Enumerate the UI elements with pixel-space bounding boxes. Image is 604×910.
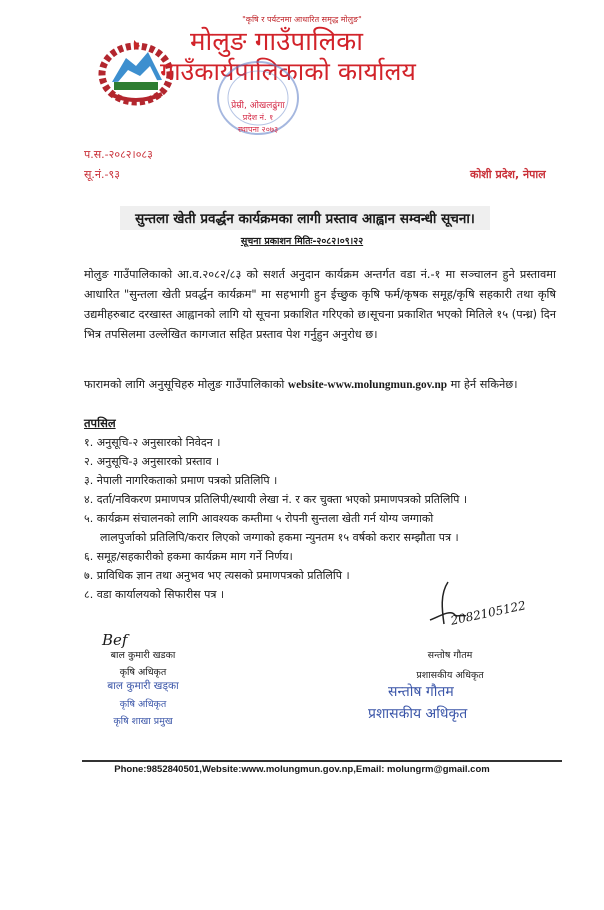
stamp-left-office: कृषि शाखा प्रमुख bbox=[113, 716, 173, 727]
province-label: कोशी प्रदेश, नेपाल bbox=[470, 168, 546, 181]
stamp-right-designation: प्रशासकीय अधिकृत bbox=[368, 706, 468, 722]
list-item-text: ५. कार्यक्रम संचालनको लागि आवश्यक कम्तीमा ५ रोपनी सुन्तला खेती गर्न योग्य जग्गाको bbox=[84, 512, 434, 525]
list-item: १. अनुसूचि-२ अनुसारको निवेदन । bbox=[84, 436, 221, 449]
municipality-name: मोलुङ गाउँपालिका bbox=[190, 27, 363, 57]
forms-website-link[interactable]: website-www.molungmun.gov.np bbox=[287, 379, 448, 391]
letterhead-slogan: "कृषि र पर्यटनमा आधारित समृद्ध मोलुङ" bbox=[242, 15, 362, 24]
signatory-left-name: बाल कुमारी खडका bbox=[110, 650, 176, 661]
stamp-right-name: सन्तोष गौतम bbox=[388, 684, 454, 700]
forms-text-before: फारामको लागि अनुसूचिहरु मोलुङ गाउँपालिकाको bbox=[84, 378, 285, 391]
footer-contact: Phone:9852840501,Website:www.molungmun.gov.np,Email: molungrm@gmail.com bbox=[114, 764, 490, 775]
list-item: ७. प्राविधिक ज्ञान तथा अनुभव भए त्यसको प्रमाणपत्रको प्रतिलिपि । bbox=[84, 569, 350, 582]
tapasil-heading: तपसिल bbox=[84, 416, 116, 430]
signatory-right-name: सन्तोष गौतम bbox=[427, 650, 473, 661]
signature-left: Bef bbox=[102, 631, 128, 649]
office-name: गाउँकार्यपालिकाको कार्यालय bbox=[160, 57, 416, 86]
seal-line-1: प्रेम्री, ओखलढुंगा bbox=[231, 101, 285, 111]
list-item: २. अनुसूचि-३ अनुसारको प्रस्ताव । bbox=[84, 455, 220, 468]
footer-divider bbox=[82, 760, 562, 762]
list-item-continuation: लालपुर्जाको प्रतिलिपि/करार लिएको जग्गाको हकमा न्युनतम १५ वर्षको करार सम्झौता पत्र । bbox=[100, 531, 459, 544]
signatory-left bbox=[88, 632, 198, 727]
list-item: ६. समूह/सहकारीको हकमा कार्यक्रम माग गर्ने निर्णय। bbox=[84, 550, 293, 563]
forms-text-after: मा हेर्न सकिनेछ। bbox=[450, 378, 518, 391]
forms-paragraph bbox=[84, 375, 556, 395]
stamp-left-designation: कृषि अधिकृत bbox=[119, 699, 167, 710]
notice-title: सुन्तला खेती प्रवर्द्धन कार्यक्रमका लागी प्रस्ताव आह्वान सम्वन्धी सूचना। bbox=[120, 206, 490, 230]
dispatch-number: सू.नं.-९३ bbox=[84, 168, 120, 181]
seal-line-2: प्रदेश नं. १ bbox=[242, 113, 274, 122]
seal-line-3: स्थापना २०७३ bbox=[237, 125, 279, 134]
letter-number: प.स.-२०८२।०८३ bbox=[84, 148, 153, 161]
requirements-list bbox=[84, 433, 564, 604]
list-item bbox=[84, 509, 564, 547]
notice-body: मोलुङ गाउँपालिकाको आ.व.२०८२/८३ को सशर्त अनुदान कार्यक्रम अन्तर्गत वडा नं.-१ मा सञ्चालन हुने प्रस्तावमा आधारित "सुन्तला खेती प्रवर्द्धन कार्यक्रम" मा सहभागी हुन ईच्छुक कृषि फर्म/कृषक समूह/कृषि सहकारी तथा कृषि उद्यमीहरुबाट दरखास्त आह्वानको लागि यो सूचना प्रकाशित गरिएको छ।सूचना प्रकाशित भएको मितिले १५ (पन्ध्र) दिन भित्र तपसिलमा उल्लेखित कागजात सहित प्रस्ताव पेश गर्नुहुन अनुरोध छ। bbox=[84, 268, 556, 341]
signatory-left-designation: कृषि अधिकृत bbox=[119, 667, 167, 678]
list-item: ३. नेपाली नागरिकताको प्रमाण पत्रको प्रतिलिपि । bbox=[84, 474, 278, 487]
office-seal bbox=[210, 58, 306, 144]
list-item: ४. दर्ता/नविकरण प्रमाणपत्र प्रतिलिपी/स्थायी लेखा नं. र कर चुक्ता भएको प्रमाणपत्रको प्रतिलिपि । bbox=[84, 493, 468, 506]
signatory-right-designation: प्रशासकीय अधिकृत bbox=[416, 670, 484, 681]
stamp-left-name: बाल कुमारी खड्का bbox=[107, 680, 179, 692]
list-item: ८. वडा कार्यालयको सिफारीस पत्र । bbox=[84, 588, 225, 601]
signature-date: 2082105122 bbox=[449, 598, 527, 628]
publication-date: सूचना प्रकाशन मितिः-२०८२।०९।२२ bbox=[240, 236, 364, 247]
signatory-right bbox=[360, 580, 560, 730]
